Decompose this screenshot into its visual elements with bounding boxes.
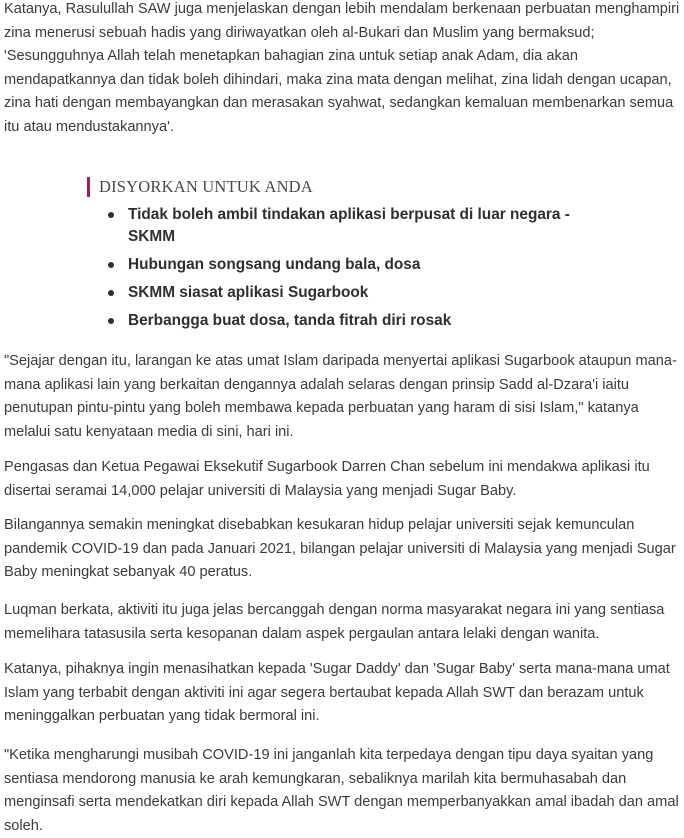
article-paragraph: "Sejajar dengan itu, larangan ke atas umat Islam daripada menyertai aplikasi Sugarbook ataupun mana-mana aplikasi lain yang berkaitan dengannya adalah selaras dengan prinsip Sadd al-Dzara'i iaitu penutupan pintu-pintu yang boleh membawa kepada perbuatan yang haram di sisi Islam," katanya melalui satu kenyataan media di sini, hari ini.: [4, 353, 677, 440]
recommended-link[interactable]: Hubungan songsang undang bala, dosa: [128, 256, 421, 273]
recommended-item: [106, 254, 607, 276]
article-paragraph: Katanya, Rasulullah SAW juga menjelaskan dengan lebih mendalam berkenaan perbuatan menghampiri zina menerusi sebuah hadis yang diriwayatkan oleh al-Bukari dan Muslim yang bermaksud; 'Sesungguhnya Allah telah menetapkan bahagian zina untuk setiap anak Adam, dia akan mendapatkannya dan tidak boleh dihindari, maka zina mata dengan melihat, zina lidah dengan ucapan, zina hati dengan membayangkan dan merasakan syahwat, sedangkan kemaluan membenarkan semua itu atau mendustakannya'.: [4, 1, 680, 135]
recommended-item: [106, 282, 607, 304]
recommended-header: [87, 176, 607, 198]
recommended-link[interactable]: Tidak boleh ambil tindakan aplikasi berpusat di luar negara - SKMM: [128, 206, 570, 245]
recommended-box: [87, 176, 607, 338]
recommended-title: DISYORKAN UNTUK ANDA: [99, 177, 313, 196]
article-paragraph: Pengasas dan Ketua Pegawai Eksekutif Sugarbook Darren Chan sebelum ini mendakwa aplikasi itu disertai seramai 14,000 pelajar universiti di Malaysia yang menjadi Sugar Baby.: [4, 459, 650, 499]
article-paragraph: Katanya, pihaknya ingin menasihatkan kepada 'Sugar Daddy' dan 'Sugar Baby' serta mana-mana umat Islam yang terbabit dengan aktiviti ini agar segera bertaubat kepada Allah SWT dan berazam untuk meninggalkan perbuatan yang tidak bermoral ini.: [4, 661, 670, 724]
recommended-list: [87, 204, 607, 332]
recommended-link[interactable]: SKMM siasat aplikasi Sugarbook: [128, 284, 369, 301]
article-paragraph: Luqman berkata, aktiviti itu juga jelas bercanggah dengan norma masyarakat negara ini yang sentiasa memelihara tatasusila serta kesopanan dalam aspek pergaulan antara lelaki dengan wanita.: [4, 602, 665, 642]
recommended-item: [106, 204, 607, 248]
article-paragraph: "Ketika mengharungi musibah COVID-19 ini janganlah kita terpedaya dengan tipu daya syaitan yang sentiasa mendorong manusia ke arah kemungkaran, sebaliknya marilah kita bermuhasabah dan menginsafi serta mendekatkan diri kepada Allah SWT dengan memperbanyakkan amal ibadah dan amal soleh.: [4, 747, 679, 834]
article-paragraph: Bilangannya semakin meningkat disebabkan kesukaran hidup pelajar universiti sejak kemunculan pandemik COVID-19 dan pada Januari 2021, bilangan pelajar universiti di Malaysia yang menjadi Sugar Baby meningkat sebanyak 40 peratus.: [4, 517, 676, 580]
recommended-item: [106, 310, 607, 332]
recommended-accent-bar: [87, 177, 90, 197]
recommended-link[interactable]: Berbangga buat dosa, tanda fitrah diri rosak: [128, 312, 452, 329]
